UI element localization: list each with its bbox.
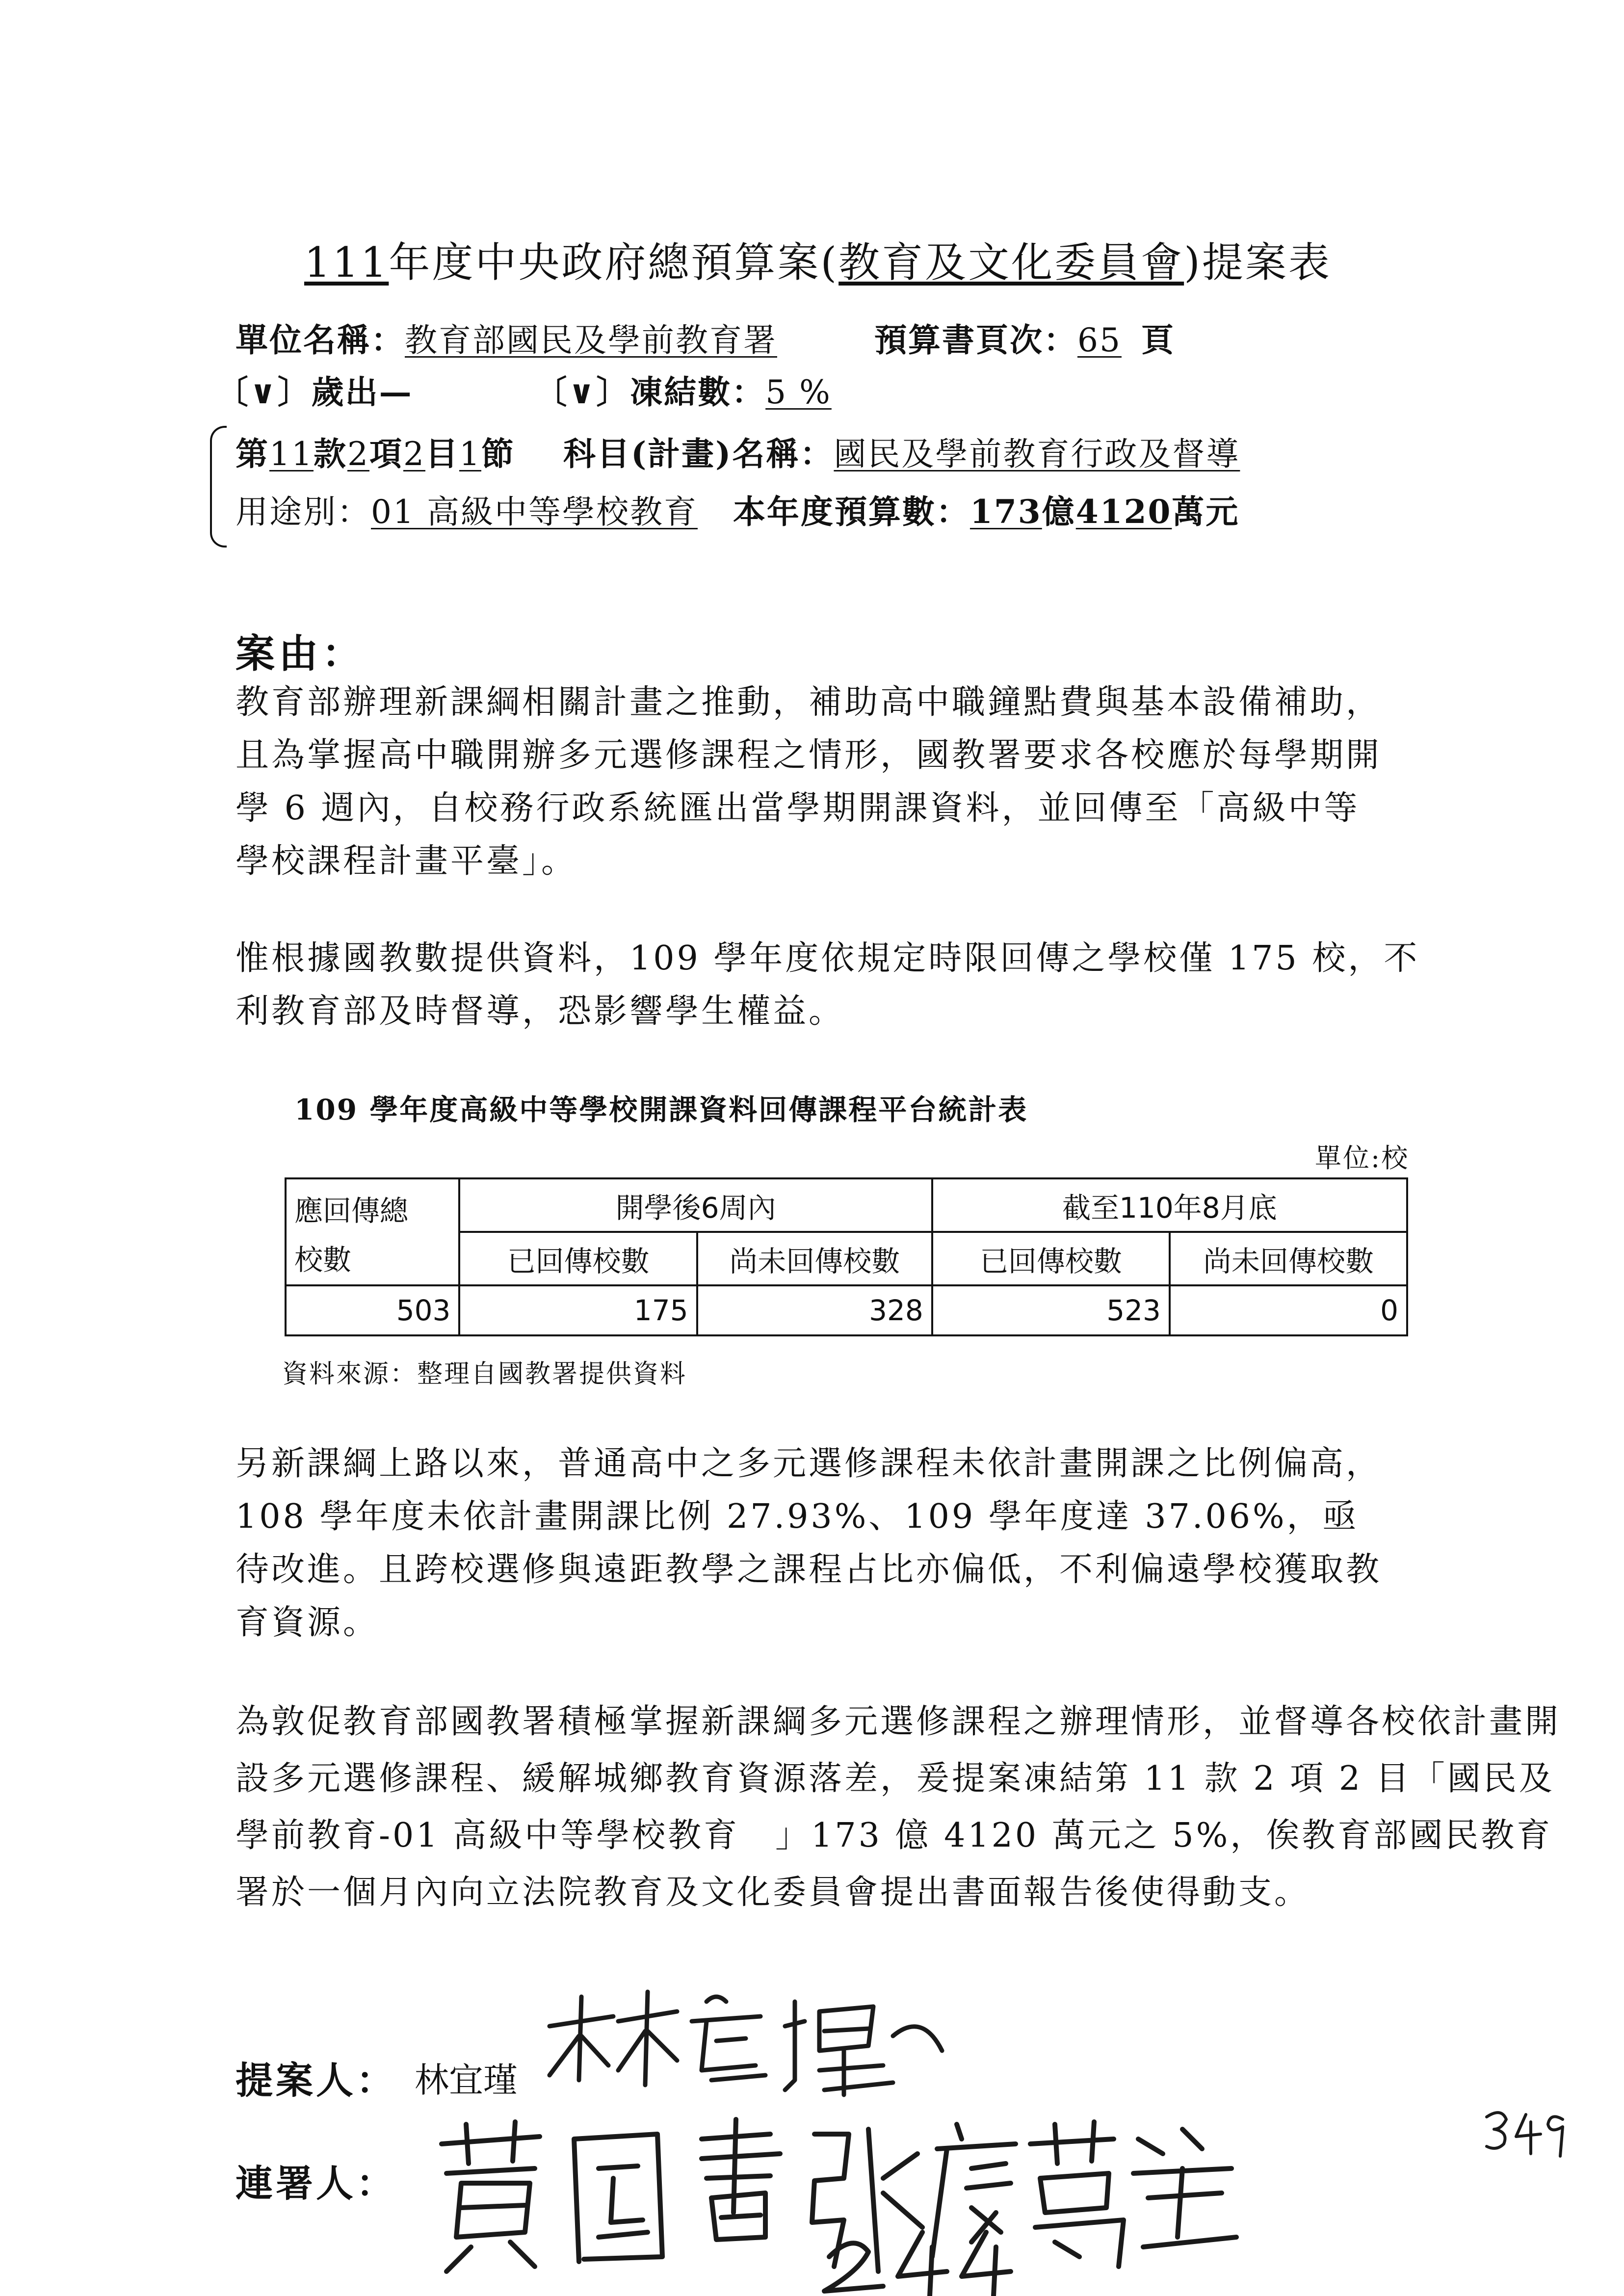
reason-paragraph-3: 另新課綱上路以來，普通高中之多元選修課程未依計畫開課之比例偏高，108 學年度未依計畫開課比例 27.93%、109 學年度達 37.06%，亟待改進。且跨校選修與遠距教學之課程占比亦偏低，不利偏遠學校獲取教育資源。	[236, 1444, 1382, 1642]
unit-value: 教育部國民及學前教育署	[405, 321, 777, 359]
check-expenditure: 〔∨〕歲出—	[216, 373, 413, 411]
header-usage-row	[236, 486, 1239, 532]
mu-value: 2	[403, 435, 425, 473]
title-part1: 年度中央政府總預算案(	[389, 238, 839, 287]
title-committee: 教育及文化委員會	[838, 238, 1184, 287]
header-total-line1: 應回傳總	[294, 1194, 409, 1227]
cell-returned-2: 523	[932, 1285, 1170, 1335]
proposer-name: 林宜瑾	[415, 2060, 518, 2100]
table-source: 資料來源：整理自國教署提供資料	[282, 1359, 687, 1389]
budget-wan-label: 萬元	[1172, 493, 1240, 531]
statistics-table	[285, 1177, 1408, 1336]
header-item-row	[236, 428, 1240, 474]
reason-paragraph-1: 教育部辦理新課綱相關計畫之推動，補助高中職鐘點費與基本設備補助，且為掌握高中職開辦多元選修課程之情形，國教署要求各校應於每學期開學 6 週內，自校務行政系統匯出當學期開課資料，並回傳至「高級中等學校課程計畫平臺」。	[236, 683, 1382, 881]
cell-pending-1: 328	[697, 1285, 932, 1335]
budget-yi: 173	[969, 493, 1042, 531]
table-row	[286, 1285, 1407, 1335]
xiang-label: 項	[369, 435, 403, 473]
budget-wan: 4120	[1075, 493, 1172, 531]
jie-label: 節	[481, 435, 515, 473]
proposer-handwritten-signature	[530, 1982, 952, 2100]
cosigner-handwritten-signatures	[427, 2110, 1251, 2296]
subject-value: 國民及學前教育行政及督導	[834, 435, 1240, 473]
subheader-pending-2: 尚未回傳校數	[1170, 1232, 1407, 1285]
document-title	[304, 230, 1332, 289]
page-value: 65	[1077, 321, 1122, 359]
cell-returned-1: 175	[459, 1285, 697, 1335]
subheader-returned-2: 已回傳校數	[932, 1232, 1170, 1285]
page-suffix: 頁	[1141, 321, 1175, 359]
xiang-value: 2	[347, 435, 369, 473]
mu-label: 目	[425, 435, 459, 473]
kuan-label: 款	[313, 435, 347, 473]
page-number-handwritten	[1482, 2105, 1570, 2159]
usage-value: 01 高級中等學校教育	[371, 493, 698, 531]
reason-paragraph-4: 為敦促教育部國教署積極掌握新課綱多元選修課程之辦理情形，並督導各校依計畫開設多元選修課程、緩解城鄉教育資源落差，爰提案凍結第 11 款 2 項 2 目「國民及學前教育-01 高級中等學校教育 」173 億 4120 萬元之 5%，俟教育部國民教育署於一個月內向立法院教育及文化委員會提出書面報告後使得動支。	[236, 1702, 1561, 1912]
title-part2: )提案表	[1184, 238, 1332, 287]
reason-paragraph-2: 惟根據國教數提供資料，109 學年度依規定時限回傳之學校僅 175 校，不利教育部及時督導，恐影響學生權益。	[236, 939, 1420, 1031]
header-check-row	[216, 366, 841, 413]
jie-value: 1	[459, 435, 481, 473]
reason-heading: 案由：	[236, 630, 365, 677]
table-caption: 109 學年度高級中等學校開課資料回傳課程平台統計表	[294, 1093, 1028, 1126]
header-total-line2: 校數	[294, 1243, 352, 1277]
usage-label: 用途別：	[236, 493, 371, 531]
header-group-6weeks: 開學後6周內	[459, 1178, 932, 1232]
cell-total: 503	[286, 1285, 459, 1335]
item-prefix: 第	[236, 435, 269, 473]
page-label: 預算書頁次：	[874, 321, 1077, 359]
subheader-pending-1: 尚未回傳校數	[697, 1232, 932, 1285]
budget-yi-label: 億	[1042, 493, 1076, 531]
kuan-value: 11	[269, 435, 314, 473]
subject-label: 科目(計畫)名稱：	[563, 435, 834, 473]
table-unit: 單位:校	[1315, 1143, 1410, 1174]
cell-pending-2: 0	[1170, 1285, 1407, 1335]
cosigner-label: 連署人：	[236, 2162, 396, 2205]
header-total	[286, 1178, 459, 1285]
check-freeze: 〔∨〕凍結數：	[534, 373, 766, 411]
freeze-value: 5 %	[765, 373, 832, 411]
title-year: 111	[304, 238, 389, 287]
unit-label: 單位名稱：	[236, 321, 405, 359]
proposer-label: 提案人：	[236, 2059, 396, 2102]
table-header-row	[286, 1178, 1407, 1232]
header-group-aug: 截至110年8月底	[932, 1178, 1407, 1232]
header-unit-row	[236, 314, 1175, 361]
budget-label: 本年度預算數：	[733, 493, 970, 531]
item-bracket	[210, 426, 227, 548]
subheader-returned-1: 已回傳校數	[459, 1232, 697, 1285]
